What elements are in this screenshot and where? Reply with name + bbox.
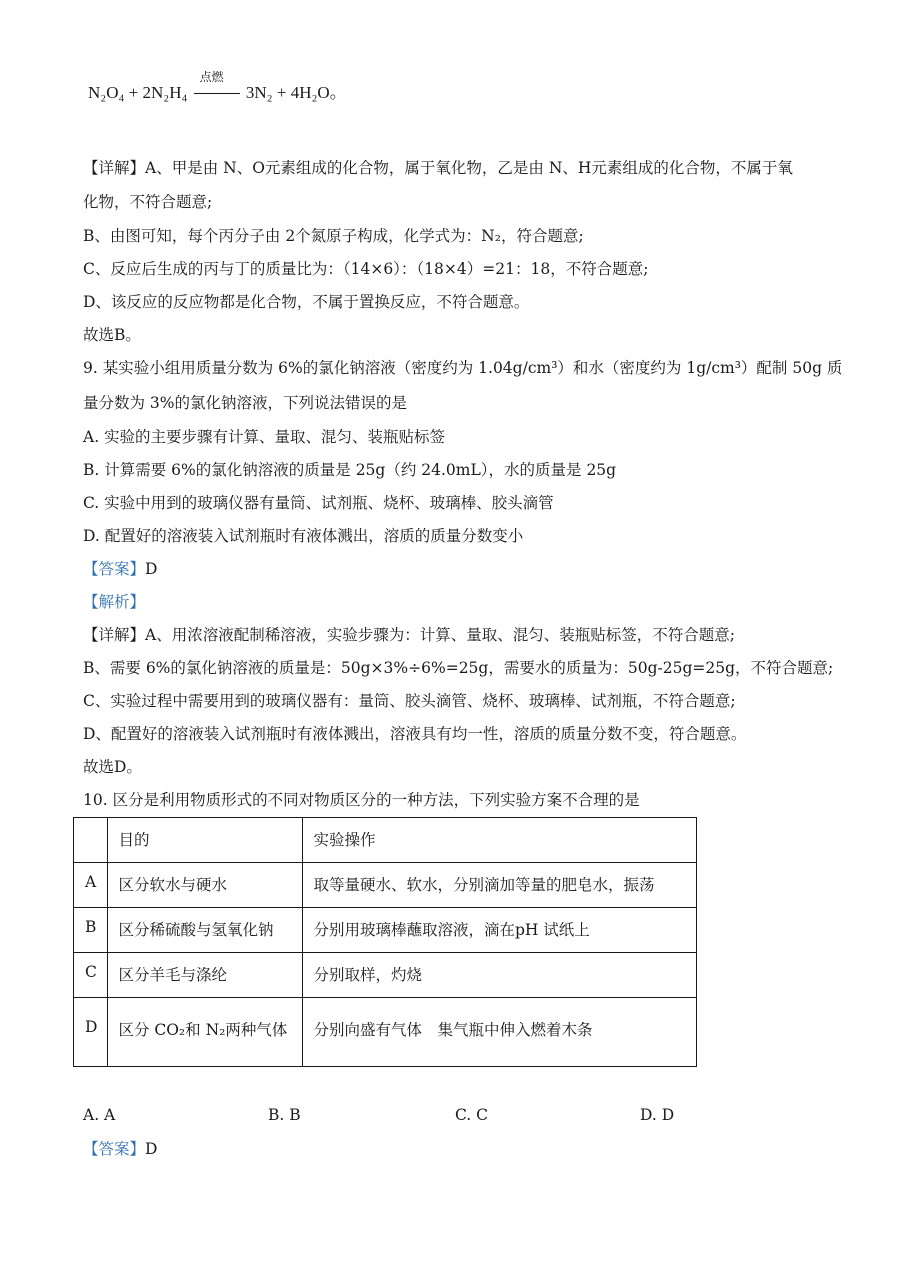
row-operation: 分别向盛有气体 集气瓶中伸入燃着木条: [303, 998, 697, 1067]
q9-stem-line2: 量分数为 3%的氯化钠溶液，下列说法错误的是: [83, 394, 408, 412]
q8-detail-b: B、由图可知，每个丙分子由 2个氮原子构成，化学式为：N₂，符合题意;: [83, 227, 584, 245]
q9-detail-a-text: A、用浓溶液配制稀溶液，实验步骤为：计算、量取、混匀、装瓶贴标签，不符合题意;: [145, 626, 735, 644]
q8-detail-c: C、反应后生成的丙与丁的质量比为：（14×6）：（18×4）=21：18，不符合题意;: [83, 260, 649, 278]
answer-tag: 【答案】: [83, 560, 146, 578]
row-operation: 分别取样，灼烧: [303, 953, 697, 998]
header-cell-index: [74, 818, 108, 863]
row-label: D: [74, 998, 108, 1067]
q8-detail-a-line1: [83, 158, 793, 178]
table-row: [74, 908, 697, 953]
q8-detail-a-text: A、甲是由 N、O元素组成的化合物，属于氧化物，乙是由 N、H元素组成的化合物，不属于氧: [145, 159, 793, 177]
q9-detail-a: [83, 625, 735, 645]
answer-value: D: [145, 1140, 158, 1158]
q9-choice: 故选D。: [83, 758, 142, 776]
q10-option-d: D. D: [640, 1106, 675, 1124]
row-label: B: [74, 908, 108, 953]
row-label: A: [74, 863, 108, 908]
equation-bar: [194, 93, 240, 94]
reaction-arrow: [194, 70, 240, 104]
equation-products: 3N₂ + 4H₂O: [245, 83, 330, 102]
row-purpose: 区分 CO₂和 N₂两种气体: [108, 998, 303, 1067]
q9-detail-b: B、需要 6%的氯化钠溶液的质量是：50g×3%÷6%=25g，需要水的质量为：50g-25g=25g，不符合题意;: [83, 659, 834, 677]
q9-detail-tag: 【详解】: [83, 626, 146, 644]
chemical-equation: [88, 70, 347, 104]
answer-tag: 【答案】: [83, 1140, 146, 1158]
q10-stem: 10. 区分是利用物质形式的不同对物质区分的一种方法，下列实验方案不合理的是: [83, 791, 640, 809]
q8-detail-a-line2: 化物，不符合题意;: [83, 193, 213, 211]
q9-answer: [83, 559, 157, 579]
q8-detail-tag: 【详解】: [83, 159, 146, 177]
q10-option-c: C. C: [455, 1106, 489, 1124]
reaction-condition: 点燃: [199, 70, 224, 85]
row-operation: 取等量硬水、软水，分别滴加等量的肥皂水，振荡: [303, 863, 697, 908]
q9-option-a: A. 实验的主要步骤有计算、量取、混匀、装瓶贴标签: [83, 428, 446, 446]
table-row: [74, 863, 697, 908]
row-label: C: [74, 953, 108, 998]
q9-detail-c: C、实验过程中需要用到的玻璃仪器有：量筒、胶头滴管、烧杯、玻璃棒、试剂瓶，不符合题意;: [83, 692, 736, 710]
header-cell-operation: 实验操作: [303, 818, 697, 863]
q10-option-b: B. B: [268, 1106, 301, 1124]
table-row: [74, 953, 697, 998]
row-purpose: 区分软水与硬水: [108, 863, 303, 908]
q8-detail-d: D、该反应的反应物都是化合物，不属于置换反应，不符合题意。: [83, 293, 530, 311]
analysis-tag: 【解析】: [83, 593, 146, 611]
q10-option-a: A. A: [83, 1106, 116, 1124]
q9-option-c: C. 实验中用到的玻璃仪器有量筒、试剂瓶、烧杯、玻璃棒、胶头滴管: [83, 494, 554, 512]
row-operation: 分别用玻璃棒蘸取溶液，滴在pH 试纸上: [303, 908, 697, 953]
q10-answer: [83, 1139, 157, 1159]
q9-option-d: D. 配置好的溶液装入试剂瓶时有液体溅出，溶质的质量分数变小: [83, 527, 524, 545]
row-purpose: 区分羊毛与涤纶: [108, 953, 303, 998]
q10-table: [73, 817, 697, 1067]
q9-detail-d: D、配置好的溶液装入试剂瓶时有液体溅出，溶液具有均一性，溶质的质量分数不变，符合题意。: [83, 725, 747, 743]
answer-value: D: [145, 560, 158, 578]
table-row: [74, 998, 697, 1067]
q9-stem-line1: 9. 某实验小组用质量分数为 6%的氯化钠溶液（密度约为 1.04g/cm³）和水（密度约为 1g/cm³）配制 50g 质: [83, 359, 843, 377]
q9-analysis-tag: [83, 592, 145, 612]
equation-period: 。: [329, 83, 347, 102]
row-purpose: 区分稀硫酸与氢氧化钠: [108, 908, 303, 953]
header-cell-purpose: 目的: [108, 818, 303, 863]
equation-reactants: N₂O₄ + 2N₂H₄: [88, 83, 188, 102]
q8-choice: 故选B。: [83, 326, 141, 344]
q9-option-b: B. 计算需要 6%的氯化钠溶液的质量是 25g（约 24.0mL），水的质量是 25g: [83, 461, 617, 479]
table-header-row: [74, 818, 697, 863]
